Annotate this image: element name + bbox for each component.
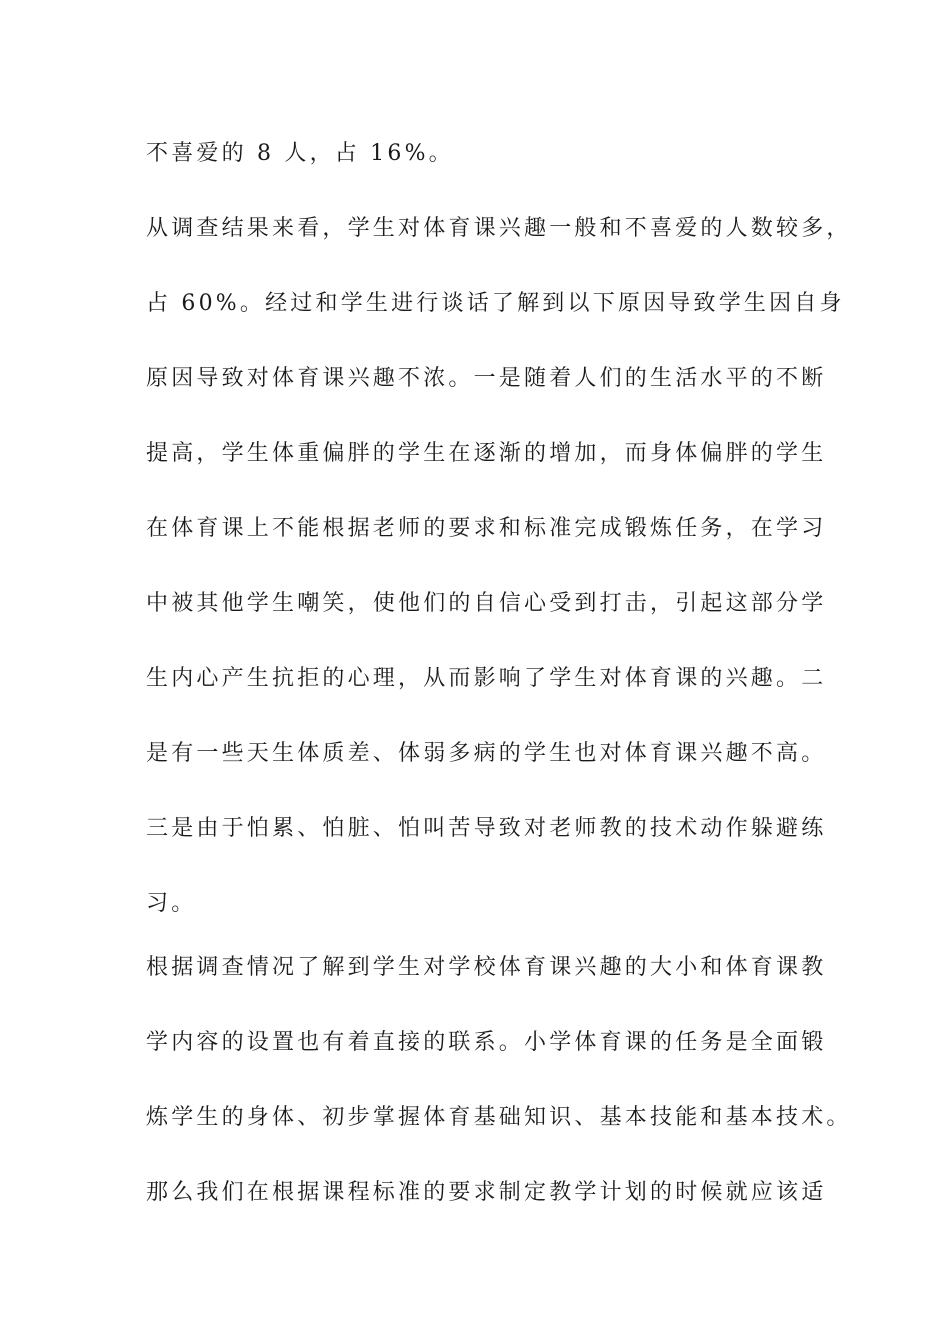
text-line: 提高，学生体重偏胖的学生在逐渐的增加，而身体偏胖的学生 [146, 441, 827, 466]
text-line: 根据调查情况了解到学生对学校体育课兴趣的大小和体育课教 [146, 955, 827, 980]
text-line: 不喜爱的 8 人，占 16%。 [146, 141, 454, 166]
text-line: 生内心产生抗拒的心理，从而影响了学生对体育课的兴趣。二 [146, 666, 827, 691]
text-line: 那么我们在根据课程标准的要求制定教学计划的时候就应该适 [146, 1180, 827, 1205]
text-line: 中被其他学生嘲笑，使他们的自信心受到打击，引起这部分学 [146, 591, 827, 616]
text-line: 原因导致对体育课兴趣不浓。一是随着人们的生活水平的不断 [146, 366, 827, 391]
text-line: 炼学生的身体、初步掌握体育基础知识、基本技能和基本技术。 [146, 1105, 852, 1130]
text-line: 习。 [146, 891, 197, 916]
text-line: 占 60%。经过和学生进行谈话了解到以下原因导致学生因自身 [146, 291, 845, 316]
text-line: 从调查结果来看，学生对体育课兴趣一般和不喜爱的人数较多， [146, 216, 852, 241]
body-text [146, 126, 852, 1240]
text-line: 在体育课上不能根据老师的要求和标准完成锻炼任务，在学习 [146, 516, 827, 541]
text-line: 是有一些天生体质差、体弱多病的学生也对体育课兴趣不高。 [146, 741, 827, 766]
text-line: 三是由于怕累、怕脏、怕叫苦导致对老师教的技术动作躲避练 [146, 816, 827, 841]
text-line: 学内容的设置也有着直接的联系。小学体育课的任务是全面锻 [146, 1030, 827, 1055]
